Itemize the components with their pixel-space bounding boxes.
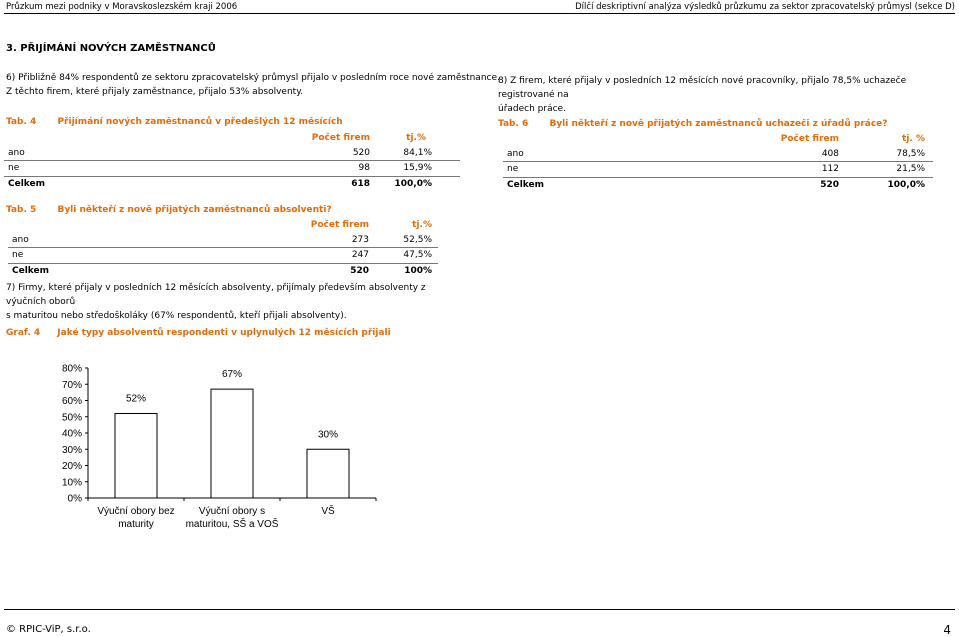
paragraph-6-line1: 6) Přibližně 84% respondentů ze sektoru zpracovatelský průmysl přijalo v posledním roce nové zaměstnance. — [6, 73, 500, 83]
row-label: ne — [8, 248, 223, 264]
paragraph-7-line2: s maturitou nebo středoškoláky (67% respondentů, kteří přijali absolventy). — [6, 311, 347, 321]
tab5-number: Tab. 5 — [6, 205, 37, 215]
y-tick-label: 80% — [61, 363, 82, 375]
x-category-label: Výuční obory bez — [97, 506, 175, 517]
tab6-col-count: Počet firem — [780, 134, 839, 145]
tab5-title: Byli někteří z nově přijatých zaměstnanců absolventi? — [57, 205, 332, 215]
x-category-label: maturitou, SŠ a VOŠ — [185, 519, 279, 530]
row-count: 112 — [718, 162, 843, 178]
row-label: ano — [503, 147, 718, 162]
tab6-caption — [498, 119, 888, 129]
table-header-row — [503, 132, 933, 147]
x-category-label: Výuční obory s — [198, 506, 266, 517]
table-header-row — [8, 218, 438, 233]
paragraph-7-line1: 7) Firmy, které přijaly v posledních 12 měsících absolventy, přijímaly především absolventy z výučních oborů — [6, 283, 426, 307]
row-count: 98 — [234, 161, 374, 177]
footer-divider — [4, 609, 955, 610]
bar — [115, 414, 157, 499]
table-row — [8, 248, 438, 264]
tab4-number: Tab. 4 — [6, 117, 37, 127]
footer-copyright: © RPIC-ViP, s.r.o. — [6, 624, 91, 635]
bar-value-label: 67% — [221, 369, 243, 381]
bar-value-label: 52% — [125, 393, 147, 405]
y-tick-label: 70% — [61, 379, 82, 391]
table-row — [8, 233, 438, 248]
row-count: 618 — [351, 178, 370, 189]
paragraph-8-line1: 8) Z firem, které přijaly v posledních 12 měsících nové pracovníky, přijalo 78,5% uchazeče registrované na — [498, 76, 907, 100]
table-row-total — [8, 263, 438, 278]
paragraph-6-line2: Z těchto firem, které přijaly zaměstnance, přijalo 53% absolventy. — [6, 87, 304, 97]
paragraph-8 — [498, 74, 954, 116]
row-pct: 84,1% — [374, 146, 460, 161]
row-label: ano — [8, 233, 223, 248]
row-count: 520 — [234, 146, 374, 161]
table-row-total — [503, 177, 933, 192]
graf4-caption — [6, 328, 391, 338]
tab5-caption — [6, 205, 332, 215]
tab4-col-count: Počet firem — [311, 133, 370, 144]
header-left: Průzkum mezi podniky v Moravskoslezském kraji 2006 — [6, 2, 238, 12]
header-right: Dílčí deskriptivní analýza výsledků průzkumu za sektor zpracovatelský průmysl (sekce D) — [575, 2, 955, 12]
table-row — [503, 147, 933, 162]
table-row — [4, 146, 460, 161]
row-label: Celkem — [507, 179, 545, 190]
graf4-bar-chart — [0, 350, 420, 540]
tab4-table — [4, 131, 460, 191]
graf4-title: Jaké typy absolventů respondenti v uplynulých 12 měsících přijali — [57, 328, 391, 338]
table-row-total — [4, 176, 460, 191]
header-divider — [4, 13, 955, 14]
table-row — [4, 161, 460, 177]
row-label: Celkem — [12, 265, 50, 276]
tab6-table — [503, 132, 933, 192]
y-tick-label: 10% — [61, 477, 82, 489]
bar-value-label: 30% — [317, 429, 339, 441]
table-header-row — [4, 131, 460, 146]
tab5-col-pct: tj.% — [412, 220, 432, 231]
row-count: 520 — [820, 179, 839, 190]
tab4-col-pct: tj.% — [406, 133, 426, 144]
row-pct: 100% — [404, 265, 432, 276]
row-pct: 15,9% — [374, 161, 460, 177]
row-pct: 52,5% — [373, 233, 438, 248]
paragraph-7 — [6, 281, 466, 323]
page-number: 4 — [943, 623, 951, 637]
tab6-title: Byli někteří z nově přijatých zaměstnanců uchazeči z úřadů práce? — [549, 119, 888, 129]
bar — [307, 449, 349, 498]
table-row — [503, 162, 933, 178]
tab5-table — [8, 218, 438, 278]
row-pct: 78,5% — [843, 147, 933, 162]
row-count: 408 — [718, 147, 843, 162]
paragraph-6 — [6, 71, 500, 99]
y-tick-label: 0% — [67, 493, 82, 505]
x-category-label: maturity — [118, 519, 154, 530]
row-label: ne — [503, 162, 718, 178]
y-tick-label: 60% — [61, 396, 82, 407]
row-label: Celkem — [8, 178, 46, 189]
row-pct: 21,5% — [843, 162, 933, 178]
row-pct: 100,0% — [394, 178, 432, 189]
row-pct: 100,0% — [887, 179, 925, 190]
row-count: 273 — [223, 233, 373, 248]
section-heading: 3. PŘIJÍMÁNÍ NOVÝCH ZAMĚSTNANCŮ — [6, 43, 216, 54]
row-label: ano — [4, 146, 234, 161]
y-tick-label: 40% — [61, 428, 82, 440]
y-tick-label: 20% — [61, 461, 82, 472]
tab4-title: Přijímání nových zaměstnanců v předešlých 12 měsících — [57, 117, 343, 127]
row-count: 520 — [350, 265, 369, 276]
graf4-number: Graf. 4 — [6, 328, 41, 338]
row-pct: 47,5% — [373, 248, 438, 264]
tab5-col-count: Počet firem — [310, 220, 369, 231]
bar — [211, 389, 253, 498]
y-tick-label: 30% — [61, 444, 82, 456]
x-category-label: VŠ — [321, 506, 335, 517]
tab4-caption — [6, 117, 343, 127]
row-label: ne — [4, 161, 234, 177]
paragraph-8-line2: úřadech práce. — [498, 104, 566, 114]
row-count: 247 — [223, 248, 373, 264]
tab6-col-pct: tj. % — [902, 134, 925, 145]
y-tick-label: 50% — [61, 412, 82, 424]
tab6-number: Tab. 6 — [498, 119, 529, 129]
